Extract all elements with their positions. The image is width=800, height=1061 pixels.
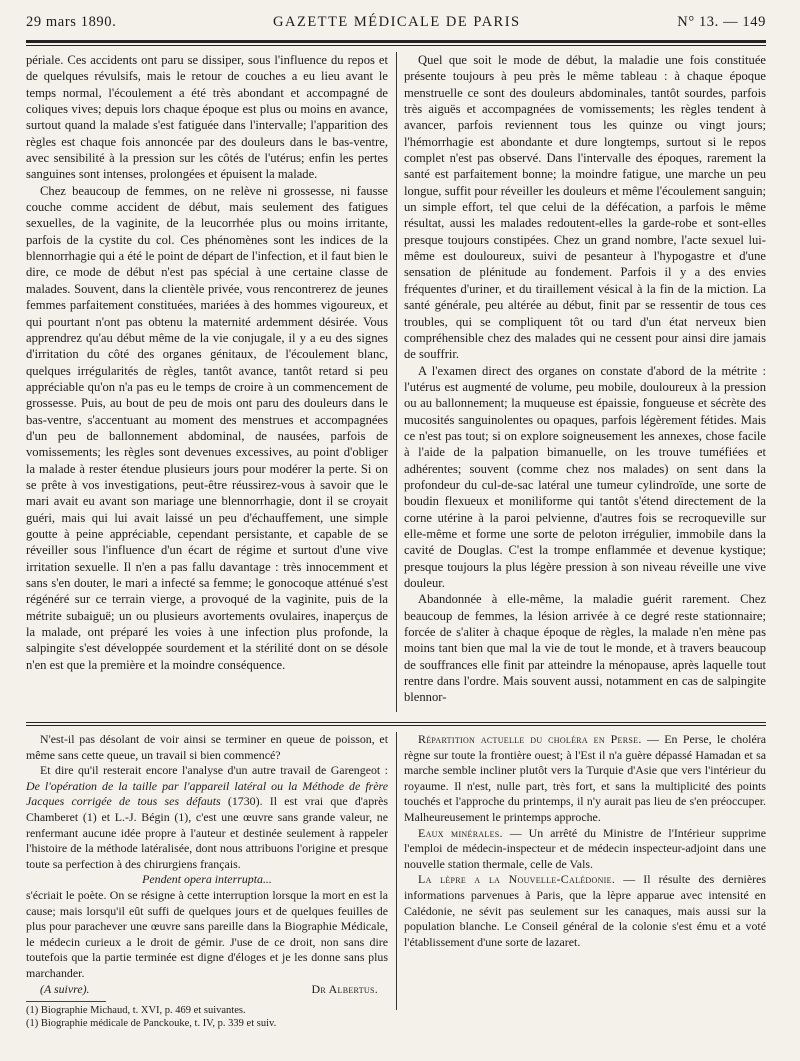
- paragraph: Abandonnée à elle-même, la maladie guérit rarement. Chez beaucoup de femmes, la lésion arrivée à ce degré reste stationnaire; forcée de s'aliter à chaque époque de règles, la malade n'en mène pas moins tant bien que mal la vie de tout le monde, et à travers beaucoup de souffrances elle finit par atteindre la ménopause, après laquelle tout rentre dans l'ordre. Mais souvent aussi, notamment en cas de salpingite blennor-: [404, 592, 766, 705]
- news-item: Eaux minérales. — Un arrêté du Ministre de l'Intérieur supprime l'emploi de médecin-inspecteur et de médecin inspecteur-adjoint dans une nouvelle station thermale, celle de Vals.: [404, 825, 766, 871]
- news-heading: La lèpre a la Nouvelle-Calédonie.: [418, 872, 616, 887]
- right-column: [404, 52, 766, 712]
- footnote: (1) Biographie Michaud, t. XVI, p. 469 et suivantes.: [26, 1005, 246, 1017]
- paragraph: s'écriait le poète. On se résigne à cette interruption lorsque la mort en est la cause; mais lorsqu'il eût suffi de quelques jours et de quelques feuilles de plus pour parachever une œuvre sans pareille dans la Biographie Médicale, le médecin curieux a le droit de gémir. J'use de ce droit, non sans dire toutefois que la partie terminée est digne d'éloges et je les donne sans plus marchander.: [26, 887, 388, 980]
- section-separator: [26, 722, 766, 726]
- journal-title: GAZETTE MÉDICALE DE PARIS: [273, 14, 521, 30]
- newspaper-page: [26, 14, 766, 1030]
- left-column: [26, 52, 388, 712]
- header-rule-thin: [26, 45, 766, 46]
- paragraph: Quel que soit le mode de début, la maladie une fois constituée présente toujours à peu près le même tableau : à chaque époque menstruelle ce sont des douleurs abdominales, tantôt sourdes, parfois très aiguës et accompagnées de vomissements; les règles tendent à avancer, parfois reviennent tous les quinze ou vingt jours; l'hémorrhagie est abondante et dure longtemps, surtout si le repos complet n'est pas observé. Dans l'intervalle des époques, rarement la santé est parfaitement bonne; la moindre fatigue, une marche un peu longue, suffit pour réveiller les douleurs et même l'écoulement sanguin; un simple effort, tel que celui de la défécation, a parfois le même résultat, aussi les malades redoutent-elles la garde-robe et sont-elles presque toujours constipées. Chez un grand nombre, l'acte sexuel lui-même est douloureux, suivi de pesanteur à l'hypogastre et d'une sensation de plénitude au fondement. Parfois il y a des envies fréquentes d'uriner, et du tiraillement vésical à la fin de la miction. La santé générale, peu altérée au début, finit par se ressentir de tous ces troubles, qui se compliquent tôt ou tard d'un état nerveux bien compréhensible chez des malades qui ne cessent pour ainsi dire jamais de souffrir.: [404, 53, 766, 362]
- paragraph: A l'examen direct des organes on constate d'abord de la métrite : l'utérus est augmenté de volume, peu mobile, douloureux à la pression ou au ballonnement; la muqueuse est épaissie, fongueuse et sécrète des mucosités sanguinolentes ou opaques, parfois légèrement fétides. Mais ce n'est pas tout; si on explore soigneusement les annexes, chose facile à l'aide de la palpation bimanuelle, on les trouve tuméfiées et adhérentes; souvent (comme chez nos malades) on sent dans la profondeur du cul-de-sac latéral une tumeur cylindroïde, une sorte de boudin flexueux et moniliforme qui tantôt s'étend directement de la corne utérine à la paroi pelvienne, d'autres fois se recroqueville sur elle-même et forme une sorte de peloton irrégulier, immobile dans la cavité de Douglas. C'est la trompe enflammée et devenue kystique; presque toujours la plus légère pression à son niveau réveille une vive douleur.: [404, 363, 766, 590]
- author-signature: Dr Albertus.: [311, 981, 378, 996]
- latin-quote: Pendent opera interrupta...: [142, 872, 272, 887]
- column-divider: [388, 732, 404, 1010]
- column-divider: [388, 52, 404, 712]
- news-column: [404, 732, 766, 1010]
- signature-row: [26, 982, 388, 998]
- page-header: [26, 14, 766, 36]
- paragraph: périale. Ces accidents ont paru se dissiper, sous l'influence du repos et de quelques révulsifs, mais le retour de couches a eu lieu avant le temps normal, l'écoulement a été très abondant et accompagné de coliques vives; depuis lors chaque époque est plus ou moins en avance, surtout quand la malade s'est fatiguée dans l'intervalle; l'apparition des règles est chaque fois annoncée par des douleurs dans le bas-ventre, avec sensibilité à la pression sur les côtés de l'utérus; enfin les pertes sanguines sont intenses, prolongées et épuisent la malade.: [26, 53, 388, 182]
- issue-number: N° 13. — 149: [677, 14, 766, 30]
- work-title: De l'opération de la taille par l'appareil latéral ou la Méthode de frère Jacques corrigée de tous ses défauts: [26, 778, 388, 809]
- to-be-continued: (A suivre).: [40, 981, 90, 996]
- main-article: [26, 52, 766, 712]
- footnote: (1) Biographie médicale de Panckouke, t. IV, p. 339 et suiv.: [26, 1018, 277, 1030]
- news-heading: Répartition actuelle du choléra en Perse.: [418, 732, 642, 746]
- paragraph: Et dire qu'il resterait encore l'analyse d'un autre travail de Garengeot : De l'opération de la taille par l'appareil latéral ou la Méthode de frère Jacques corrigée de tous ses défauts (1730). Il est vrai que d'après Chamberet (1) et L.-J. Bégin (1), c'est une œuvre sans grande valeur, ne renfermant aucune idée propre à l'auteur et destinée seulement à rappeler l'histoire de la méthode latéralisée, dont nous attribuons l'origine et presque toute sa perfection à des chirurgiens français.: [26, 763, 389, 871]
- news-item: Répartition actuelle du choléra en Perse. — En Perse, le choléra règne sur toute la frontière ouest; à l'Est il n'a guère dépassé Hamadan et sa marche semble incliner plutôt vers la Turquie d'Asie que vers l'intérieur du royaume. Il n'est, nulle part, très fort, et sans la multiplicité des points touchés et l'approche du printemps, il n'y aurait pas lieu de s'en préoccuper. Malheureusement le printemps approche.: [404, 732, 766, 824]
- header-rule: [26, 40, 766, 43]
- paragraph: Chez beaucoup de femmes, on ne relève ni grossesse, ni fausse couche comme accident de début, mais seulement des fatigues sexuelles, de la vaginite, de la leucorrhée plus ou moins irritante, parfois de la cystite du col. Ces phénomènes sont les indices de la blennorrhagie qui a été le point de départ de l'infection, et il faut bien le dire, ce mode de début n'est pas spécial à une certaine classe de malades. Souvent, dans la clientèle privée, vous rencontrerez de jeunes femmes parfaitement constituées, mariées à des hommes vigoureux, et qui pourtant n'ont pas obtenu la maternité ardemment désirée. Vous apprendrez qu'au début même de la vie conjugale, il y a eu des signes d'irritation du côté des organes génitaux, de l'écoulement blanc, quelques irrégularités de règles, tantôt avance, tantôt retard si peu appréciable qu'on n'a pas eu le temps de croire à un commencement de grossesse. Puis, au bout de peu de mois ont paru des douleurs dans le bas-ventre, s'accentuant au moment des menstrues et accompagnées d'un peu de ballonnement abdominal, de nausées, parfois de vomissements; les règles sont devenues excessives, au point d'obliger la malade à rester étendue plusieurs jours pour modérer la perte. Si on se prête à vos investigations, peut-être réussirez-vous à savoir que le mari avait eu avant son mariage une blennorrhagie, dont il se croyait guéri, mais qui lui avait laissé un peu d'échauffement, une simple goutte à peine appréciable, cependant persistante, et capable de se réveiller sous l'influence d'un écart de régime et surtout d'une vive irritation sexuelle. Il n'en a pas fallu davantage : très innocemment et sans s'en douter, le mari a infecté sa femme; le gonocoque atténué s'est régénéré sur ce terrain vierge, a provoqué de la vaginite, puis de la métrite subaiguë; un ou plusieurs avortements ovulaires, inaperçus de la malade, ont préparé les voies à une infection plus profonde, la salpingite s'est développée sourdement et la stérilité dont on se désole n'en est que la première et la moindre conséquence.: [26, 183, 388, 672]
- issue-date: 29 mars 1890.: [26, 14, 117, 30]
- news-item: La lèpre a la Nouvelle-Calédonie. — Il résulte des dernières informations parvenues à Paris, que la lèpre apparue avec intensité en Calédonie, ne sévit pas seulement sur les canaques, mais aussi sur la population blanche. Le Conseil général de la colonie s'est ému et a voté l'établissement d'une sorte de lazaret.: [404, 872, 766, 949]
- news-heading: Eaux minérales.: [418, 825, 503, 840]
- paragraph: N'est-il pas désolant de voir ainsi se terminer en queue de poisson, et même sans cette queue, un travail si bien commencé?: [26, 732, 388, 762]
- lower-section: [26, 732, 766, 1030]
- feuilleton-column: [26, 732, 389, 1030]
